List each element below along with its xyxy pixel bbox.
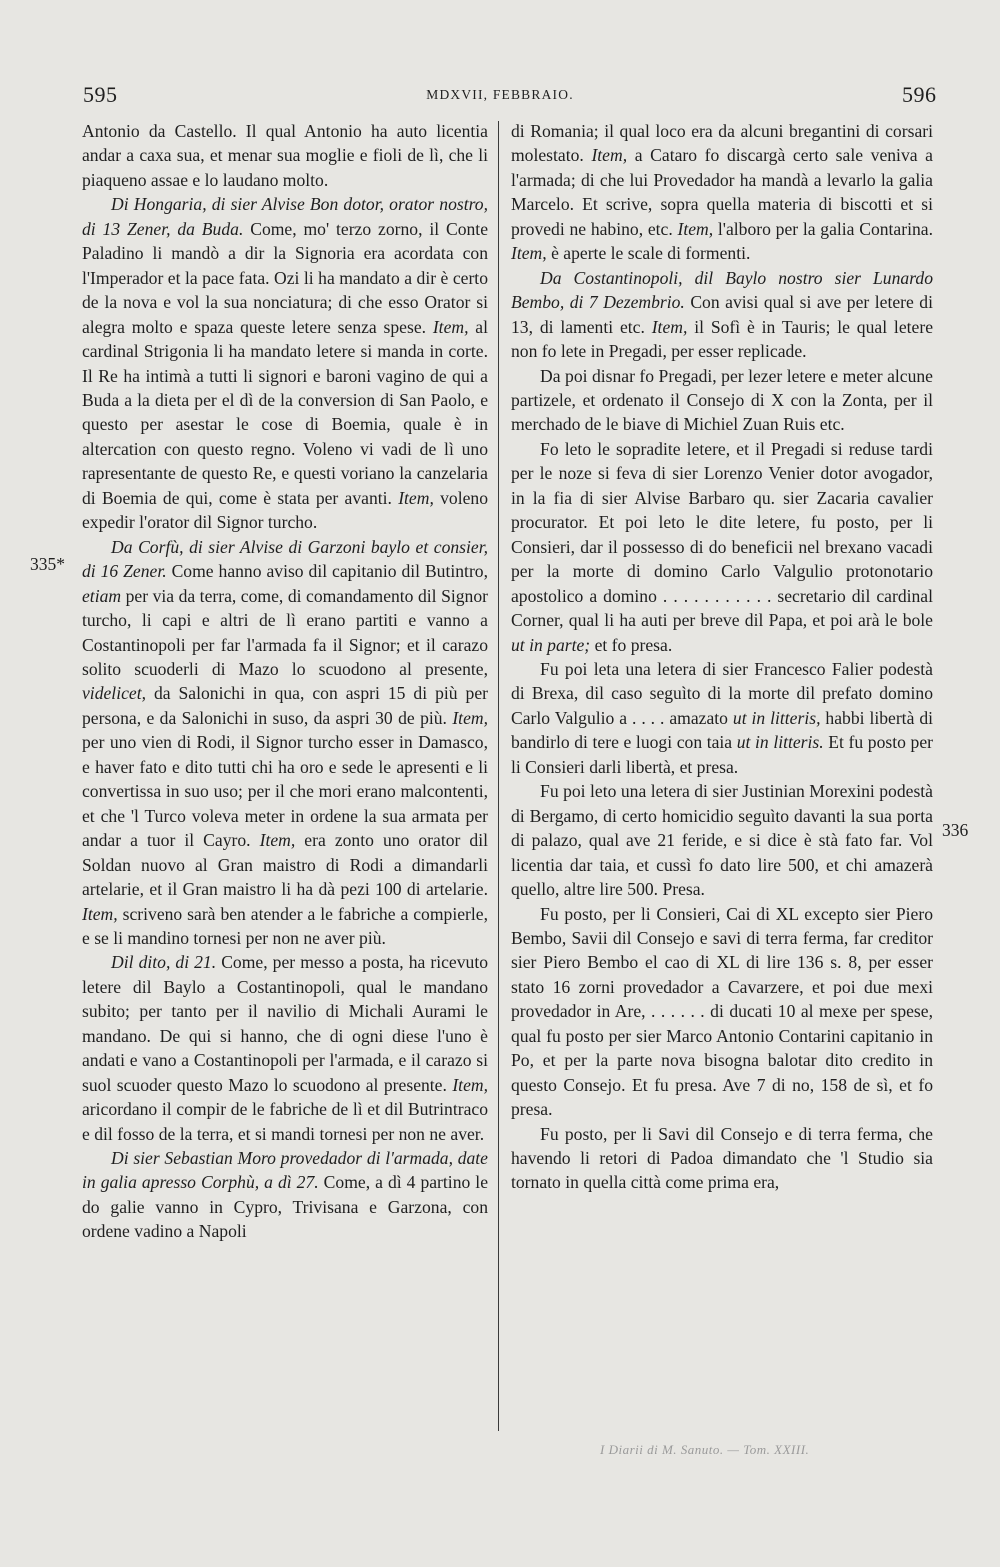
italic-phrase: ut in litteris, bbox=[732, 707, 821, 728]
italic-word: Item, bbox=[511, 243, 547, 264]
italic-phrase: ut in litteris. bbox=[736, 732, 824, 753]
paragraph: Antonio da Castello. Il qual Antonio ha auto licentia andar a caxa sua, et menar sua moglie e fioli de lì, che li piaqueno assae e lo laudano molto. bbox=[82, 121, 488, 190]
footer-note: I Diarii di M. Sanuto. — Tom. XXIII. bbox=[600, 1442, 810, 1457]
page-number-left: 595 bbox=[83, 82, 118, 107]
italic-word: Item, bbox=[398, 487, 434, 508]
text-run: Et fu posto per li Consieri darli libertà, et presa. bbox=[511, 732, 933, 777]
text-run: il Sofì è in Tauris; le qual letere non fo lete in Pregadi, per esser replicade. bbox=[511, 316, 933, 362]
text-run: et fo presa. bbox=[590, 634, 673, 655]
text-run: habbi libertà di bandirlo di tere e luogi con taia bbox=[511, 707, 934, 753]
text-run: è aperte le scale di formenti. bbox=[546, 243, 751, 264]
italic-phrase: ut in parte; bbox=[511, 634, 591, 655]
text-run: Come hanno aviso dil capitanio dil Butintro, bbox=[166, 561, 488, 582]
paragraph bbox=[511, 437, 933, 657]
text-run: di Romania; il qual loco era da alcuni bregantini di corsari molestato. bbox=[511, 121, 933, 166]
italic-word: Item, bbox=[259, 830, 296, 851]
italic-word: Item, bbox=[591, 145, 628, 166]
paragraph: Fu posto, per li Consieri, Cai di XL excepto sier Piero Bembo, Savii dil Consejo e savi di terra ferma, far creditor sier Piero Bembo el cao di XL di lire 136 s. 8, per esser stato 16 zorni provedador a Cavarzere, et poi due mexi provedador in Are, . . . . . . di ducati 10 al mexe per spese, qual fu posto per sier Marco Antonio Contarini capitanio in Po, et per la parte nova bisogna balotar dito credito in questo Consejo. Et fu presa. Ave 7 di no, 158 de sì, et fo presa. bbox=[511, 903, 933, 1120]
italic-word: Item, bbox=[677, 218, 714, 239]
text-run: Come, per messo a posta, ha ricevuto letere dil Baylo a Costantinopoli, qual le mandano subito; per tanto per il navilio di Michali Aurami le mandano. De qui si hanno, che di ogni diese l'uno è andati e vano a Costantinopoli per l'armada, e il carazo si suol scuoder questo Mazo lo scuodono al presente. bbox=[82, 952, 489, 1095]
letter-heading: Di Hongaria, di sier Alvise Bon dotor, orator nostro, di 13 Zener, da Buda. bbox=[82, 194, 488, 239]
paragraph bbox=[82, 950, 488, 1146]
paragraph bbox=[82, 535, 488, 951]
italic-word: Item, bbox=[432, 316, 469, 337]
paragraph bbox=[511, 657, 933, 779]
paragraph: Da poi disnar fo Pregadi, per lezer letere e meter alcune partizele, et ordenato il Consejo di X con la Zonta, per il merchado de le biave di Michiel Zuan Ruis etc. bbox=[511, 365, 933, 435]
text-run: Con avisi qual si ave per letere di 13, di lamenti etc. bbox=[511, 292, 933, 337]
letter-heading: Da Costantinopoli, dil Baylo nostro sier Lunardo Bembo, di 7 Dezembrio. bbox=[511, 267, 933, 313]
italic-word: videlicet, bbox=[82, 683, 146, 704]
text-run: Come, a dì 4 partino le do galie vanno in Cypro, Trivisana e Garzona, con ordene vadino a Napoli bbox=[82, 1172, 488, 1242]
letter-heading: Da Corfù, di sier Alvise di Garzoni baylo et consier, di 16 Zener. bbox=[82, 536, 488, 582]
paragraph bbox=[511, 266, 933, 364]
text-run: per uno vien di Rodi, il Signor turcho esser in Damasco, e haver fato e dito tutti chi ha oro e sede le apresenti e li convertissa in suo uso; per il che mori erano malcontenti, et che 'l Turco voleva meter in ordene la sua armata per andar a tuor il Cayro. bbox=[82, 732, 488, 851]
paragraph: Fu posto, per li Savi dil Consejo e di terra ferma, che havendo li retori di Padoa dimandato che 'l Studio sia tornato in quella città come prima era, bbox=[511, 1123, 933, 1193]
text-run: aricordano il compir de le fabriche de lì et dil Butrintraco e dil fosso de la terra, et si mandi tornesi per non ne aver. bbox=[82, 1099, 488, 1144]
text-run: Fo leto le sopradite letere, et il Pregadi si reduse tardi per le noze si feva di sier Lorenzo Venier dotor avogador, in la fia di sier Alvise Barbaro qu. sier Zacaria cavalier procurator. Et poi leto le dite letere, fu posto, per li Consieri, dar il possesso di do beneficii nel brexano vacadi per la morte di domino Carlo Valgulio protonotario apostolico a domino . . . . . . . . . . . secretario dil cardinal Corner, qual li ha auti per breve dil Papa, et poi arà le bole bbox=[511, 438, 933, 631]
text-run: a Cataro fo discargà certo sale veniva a l'armada; di che lui Provedador ha mandà a levarlo la galia Marcelo. Et scrive, sopra quella materia di biscotti et si provedi ne habino, etc. bbox=[511, 145, 933, 239]
margin-note-left: 335* bbox=[30, 554, 65, 574]
paragraph bbox=[82, 192, 488, 534]
italic-word: Item, bbox=[452, 707, 488, 728]
letter-heading: Di sier Sebastian Moro provedador di l'armada, date in galia apresso Corphù, a dì 27. bbox=[82, 1148, 488, 1193]
text-run: da Salonichi in qua, con aspri 15 di più per persona, e da Salonichi in suso, da aspri 30 de più. bbox=[82, 683, 488, 728]
italic-word: Item, bbox=[82, 903, 118, 924]
text-run: l'alboro per la galia Contarina. bbox=[713, 218, 933, 239]
left-column bbox=[82, 119, 488, 1244]
running-head: MDXVII, FEBBRAIO. bbox=[426, 87, 574, 102]
text-run: era zonto uno orator dil Soldan nuovo al Gran maistro di Rodi a dimandarli artelarie, et il Gran maistro li ha dà pezi 100 di artelarie. bbox=[82, 830, 488, 900]
letter-heading: Dil dito, di 21. bbox=[111, 952, 217, 973]
paragraph bbox=[82, 1146, 488, 1244]
text-run: Come, mo' terzo zorno, il Conte Paladino li mandò a dir la Signoria era acordata con l'Imperador et la pace fata. Ozi li ha mandato a dir è certo de la nova e vol la sua nonciatura; di che esso Orator si alegra molto e spaza queste letere senza spese. bbox=[82, 218, 488, 337]
page-number-right: 596 bbox=[902, 82, 937, 107]
italic-word: Item, bbox=[651, 316, 688, 337]
text-run: al cardinal Strigonia li ha mandato letere si manda in corte. Il Re ha intimà a tutti li signori e baroni vagino de qui a Buda a la dieta per el dì de la conversion di San Paolo, e questo per asestar le cose di Boemia, quale è in altercation con questo regno. Voleno vi vadi de lì uno rapresentante de questo Re, e questi voriano la canzelaria di Boemia de qui, come è stata per avanti. bbox=[82, 316, 488, 508]
column-divider bbox=[498, 121, 499, 1431]
text-run: voleno expedir l'orator dil Signor turcho. bbox=[82, 487, 488, 533]
text-run: scriveno sarà ben atender a le fabriche a compierle, e se li mandino tornesi per non ne aver più. bbox=[82, 903, 488, 948]
paragraph bbox=[511, 119, 933, 266]
paragraph: Fu poi leto una letera di sier Justinian Morexini podestà di Bergamo, di certo homicidio seguìto davanti la sua porta di palazo, qual ave 21 feride, e si dice è stà fato far. Vol licentia dar taia, et cussì fo dato lire 500, et chi amazerà quello, altre lire 500. Presa. bbox=[511, 781, 933, 900]
margin-note-right: 336 bbox=[942, 820, 969, 840]
page-header bbox=[0, 74, 1000, 114]
text-run: Fu poi leta una letera di sier Francesco Falier podestà di Brexa, dil caso seguìto di la morte dil prefato domino Carlo Valgulio a . . . . amazato bbox=[511, 658, 933, 728]
italic-word: etiam bbox=[82, 585, 122, 606]
italic-word: Item, bbox=[452, 1074, 488, 1095]
text-run: per via da terra, come, di comandamento dil Signor turcho, li capi e altri de lì erano partiti e vanno a Costantinopoli per far l'armada fa il Signor; et il carazo solito scuoderli di Mazo lo scuodono al presente, bbox=[82, 585, 488, 679]
right-column bbox=[511, 119, 933, 1195]
